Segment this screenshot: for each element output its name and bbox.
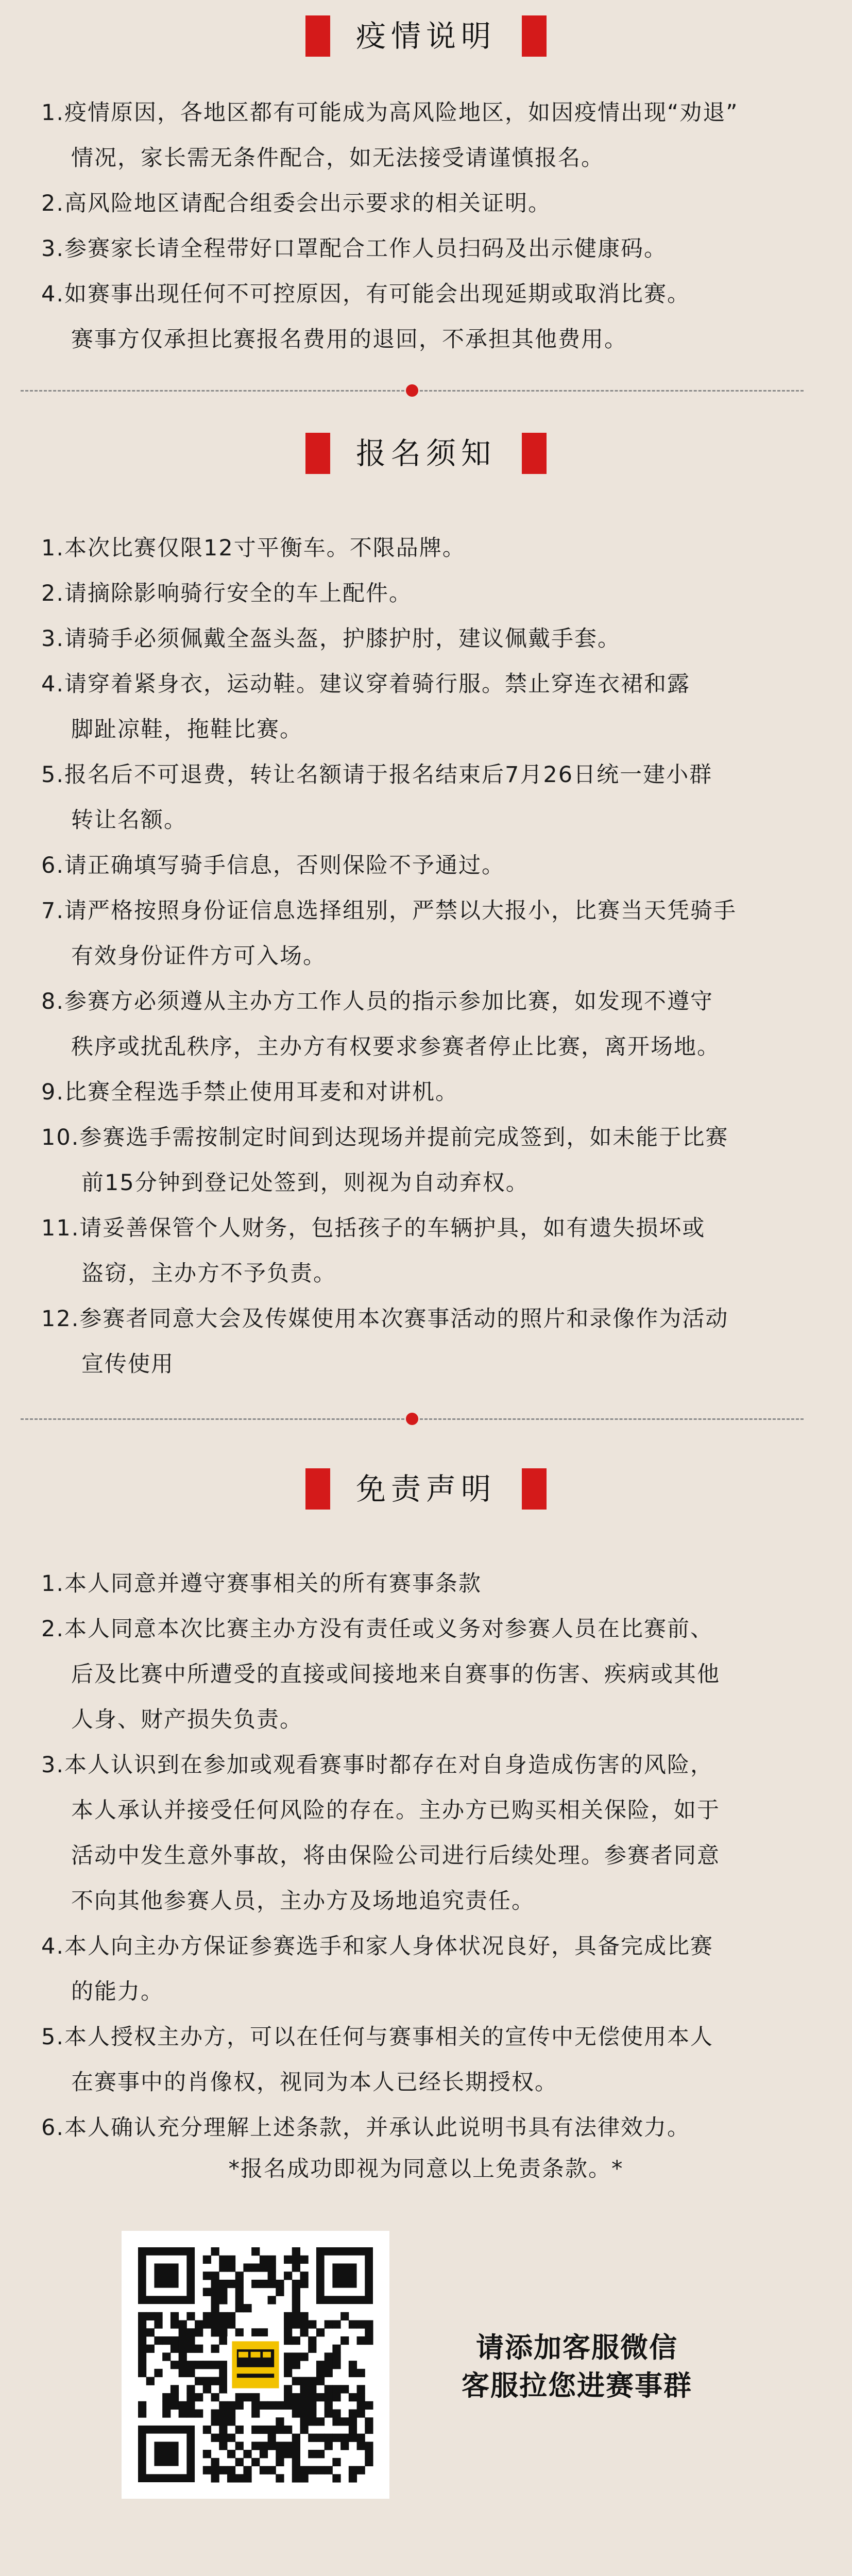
wechat-qr-code (122, 2231, 389, 2499)
registration-item-number: 3. (41, 626, 65, 652)
disclaimer-item-line (41, 1742, 824, 1788)
registration-item-line: 转让名额。 (71, 807, 187, 833)
epidemic-item (41, 226, 824, 272)
disclaimer-item-number: 2. (41, 1616, 65, 1642)
registration-item (41, 1296, 824, 1387)
registration-item-number: 8. (41, 989, 65, 1014)
disclaimer-item (41, 2105, 824, 2150)
disclaimer-item-text: 本人同意本次比赛主办方没有责任或义务对参赛人员在比赛前、 (64, 1616, 714, 1642)
epidemic-list (41, 90, 824, 362)
epidemic-item (41, 272, 824, 362)
disclaimer-item-text: 本人向主办方保证参赛选手和家人身体状况良好，具备完成比赛 (64, 1934, 714, 1959)
registration-item-line (41, 616, 824, 662)
registration-item-line (41, 979, 824, 1024)
registration-item (41, 571, 824, 616)
divider-dot (406, 384, 418, 397)
registration-item (41, 1115, 824, 1206)
disclaimer-item-text: 本人确认充分理解上述条款，并承认此说明书具有法律效力。 (64, 2115, 691, 2141)
registration-item-line: 盗窃，主办方不予负责。 (81, 1261, 336, 1286)
registration-list (41, 526, 824, 1387)
disclaimer-item (41, 1742, 824, 1924)
epidemic-item-number: 2. (41, 191, 65, 216)
registration-item-text: 请穿着紧身衣，运动鞋。建议穿着骑行服。禁止穿连衣裙和露 (64, 671, 691, 697)
contact-line-2: 客服拉您进赛事群 (462, 2369, 692, 2402)
disclaimer-item-text: 本人认识到在参加或观看赛事时都存在对自身造成伤害的风险， (64, 1752, 714, 1778)
disclaimer-item-line: 的能力。 (71, 1979, 164, 2005)
registration-item-number: 4. (41, 671, 65, 697)
disclaimer-list (41, 1561, 824, 2150)
epidemic-item-text: 疫情原因，各地区都有可能成为高风险地区，如因疫情出现“劝退” (64, 100, 739, 126)
registration-item-line: 宣传使用 (81, 1351, 174, 1377)
registration-item-line: 秩序或扰乱秩序，主办方有权要求参赛者停止比赛，离开场地。 (71, 1034, 720, 1060)
registration-item-line (41, 843, 824, 888)
registration-item-number: 5. (41, 762, 65, 788)
disclaimer-item-line (41, 1561, 824, 1606)
disclaimer-item (41, 1606, 824, 1742)
registration-item-line (41, 888, 824, 934)
registration-item-text: 本次比赛仅限12寸平衡车。不限品牌。 (64, 535, 466, 561)
registration-item-number: 1. (41, 535, 65, 561)
registration-item-line (41, 752, 824, 798)
registration-item-text: 参赛方必须遵从主办方工作人员的指示参加比赛，如发现不遵守 (64, 989, 714, 1014)
registration-item-text: 请严格按照身份证信息选择组别，严禁以大报小，比赛当天凭骑手 (64, 898, 737, 924)
title-left-bar (305, 433, 330, 474)
registration-item-text: 请骑手必须佩戴全盔头盔，护膝护肘，建议佩戴手套。 (64, 626, 621, 652)
title-right-bar (522, 1468, 547, 1510)
epidemic-item-number: 3. (41, 236, 65, 262)
disclaimer-item-number: 6. (41, 2115, 65, 2141)
registration-item-line (41, 1070, 824, 1115)
disclaimer-item-text: 本人授权主办方，可以在任何与赛事相关的宣传中无偿使用本人 (64, 2024, 714, 2050)
epidemic-item-text: 高风险地区请配合组委会出示要求的相关证明。 (64, 191, 552, 216)
epidemic-item-text: 参赛家长请全程带好口罩配合工作人员扫码及出示健康码。 (64, 236, 668, 262)
registration-item (41, 979, 824, 1070)
registration-item-text: 请妥善保管个人财务，包括孩子的车辆护具，如有遗失损坏或 (79, 1215, 706, 1241)
registration-item (41, 843, 824, 888)
epidemic-item-line (41, 181, 824, 226)
registration-item (41, 616, 824, 662)
title-right-bar (522, 433, 547, 474)
disclaimer-item-line: 活动中发生意外事故，将由保险公司进行后续处理。参赛者同意 (71, 1843, 720, 1869)
registration-item (41, 888, 824, 979)
epidemic-item-line (41, 90, 824, 135)
registration-item-text: 参赛者同意大会及传媒使用本次赛事活动的照片和录像作为活动 (79, 1306, 729, 1332)
registration-item-number: 6. (41, 853, 65, 878)
epidemic-item-line (41, 226, 824, 272)
epidemic-item-text: 如赛事出现任何不可控原因，有可能会出现延期或取消比赛。 (64, 281, 691, 307)
disclaimer-item-line: 不向其他参赛人员，主办方及场地追究责任。 (71, 1888, 535, 1914)
registration-section-title (0, 433, 852, 474)
epidemic-item-line: 赛事方仅承担比赛报名费用的退回，不承担其他费用。 (71, 327, 627, 352)
registration-item-line (41, 1115, 824, 1160)
registration-item-number: 2. (41, 581, 65, 606)
registration-item (41, 662, 824, 752)
registration-item-text: 报名后不可退费，转让名额请于报名结束后7月26日统一建小群 (64, 762, 713, 788)
registration-item-number: 9. (41, 1079, 65, 1105)
section-divider (21, 1413, 804, 1425)
registration-item-line: 有效身份证件方可入场。 (71, 943, 326, 969)
registration-item-line (41, 662, 824, 707)
registration-item-number: 11. (41, 1215, 80, 1241)
disclaimer-item-number: 1. (41, 1571, 65, 1597)
disclaimer-item-number: 3. (41, 1752, 65, 1778)
disclaimer-item-number: 4. (41, 1934, 65, 1959)
disclaimer-title: 免责声明 (355, 1471, 496, 1506)
epidemic-item-line: 情况，家长需无条件配合，如无法接受请谨慎报名。 (71, 145, 604, 171)
registration-item-text: 请正确填写骑手信息，否则保险不予通过。 (64, 853, 505, 878)
epidemic-item (41, 181, 824, 226)
disclaimer-section-title (0, 1468, 852, 1510)
disclaimer-item-line: 本人承认并接受任何风险的存在。主办方已购买相关保险，如于 (71, 1798, 720, 1823)
registration-item-text: 比赛全程选手禁止使用耳麦和对讲机。 (64, 1079, 459, 1105)
epidemic-section-title (0, 15, 852, 57)
disclaimer-note: *报名成功即视为同意以上免责条款。* (228, 2156, 624, 2182)
disclaimer-item (41, 1924, 824, 2014)
registration-item-line (41, 1296, 824, 1342)
registration-item-line (41, 571, 824, 616)
registration-item-line (41, 1206, 824, 1251)
divider-dot (406, 1413, 418, 1425)
epidemic-title: 疫情说明 (355, 19, 496, 54)
registration-item-line: 前15分钟到登记处签到，则视为自动弃权。 (81, 1170, 529, 1196)
contact-text (422, 2329, 731, 2405)
registration-item-number: 7. (41, 898, 65, 924)
registration-item-number: 12. (41, 1306, 80, 1332)
registration-item (41, 752, 824, 843)
qr-code-icon (122, 2231, 389, 2499)
disclaimer-item-line (41, 1606, 824, 1652)
disclaimer-item-number: 5. (41, 2024, 65, 2050)
epidemic-item-line (41, 272, 824, 317)
registration-item (41, 1206, 824, 1296)
disclaimer-item (41, 1561, 824, 1606)
registration-item (41, 1070, 824, 1115)
registration-title: 报名须知 (355, 436, 496, 471)
contact-line-1: 请添加客服微信 (476, 2331, 678, 2364)
title-left-bar (305, 1468, 330, 1510)
disclaimer-item-line: 后及比赛中所遭受的直接或间接地来自赛事的伤害、疾病或其他 (71, 1662, 720, 1687)
registration-item-text: 参赛选手需按制定时间到达现场并提前完成签到，如未能于比赛 (79, 1125, 729, 1150)
epidemic-item-number: 1. (41, 100, 65, 126)
registration-item-number: 10. (41, 1125, 80, 1150)
disclaimer-item (41, 2014, 824, 2105)
disclaimer-item-line (41, 1924, 824, 1969)
disclaimer-item-text: 本人同意并遵守赛事相关的所有赛事条款 (64, 1571, 482, 1597)
registration-item (41, 526, 824, 571)
registration-item-line (41, 526, 824, 571)
disclaimer-item-line (41, 2014, 824, 2060)
disclaimer-item-line: 人身、财产损失负责。 (71, 1707, 303, 1733)
section-divider (21, 384, 804, 397)
title-left-bar (305, 15, 330, 57)
disclaimer-item-line (41, 2105, 824, 2150)
registration-item-line: 脚趾凉鞋，拖鞋比赛。 (71, 717, 303, 742)
title-right-bar (522, 15, 547, 57)
epidemic-item (41, 90, 824, 181)
epidemic-item-number: 4. (41, 281, 65, 307)
disclaimer-item-line: 在赛事中的肖像权，视同为本人已经长期授权。 (71, 2070, 558, 2095)
registration-item-text: 请摘除影响骑行安全的车上配件。 (64, 581, 413, 606)
